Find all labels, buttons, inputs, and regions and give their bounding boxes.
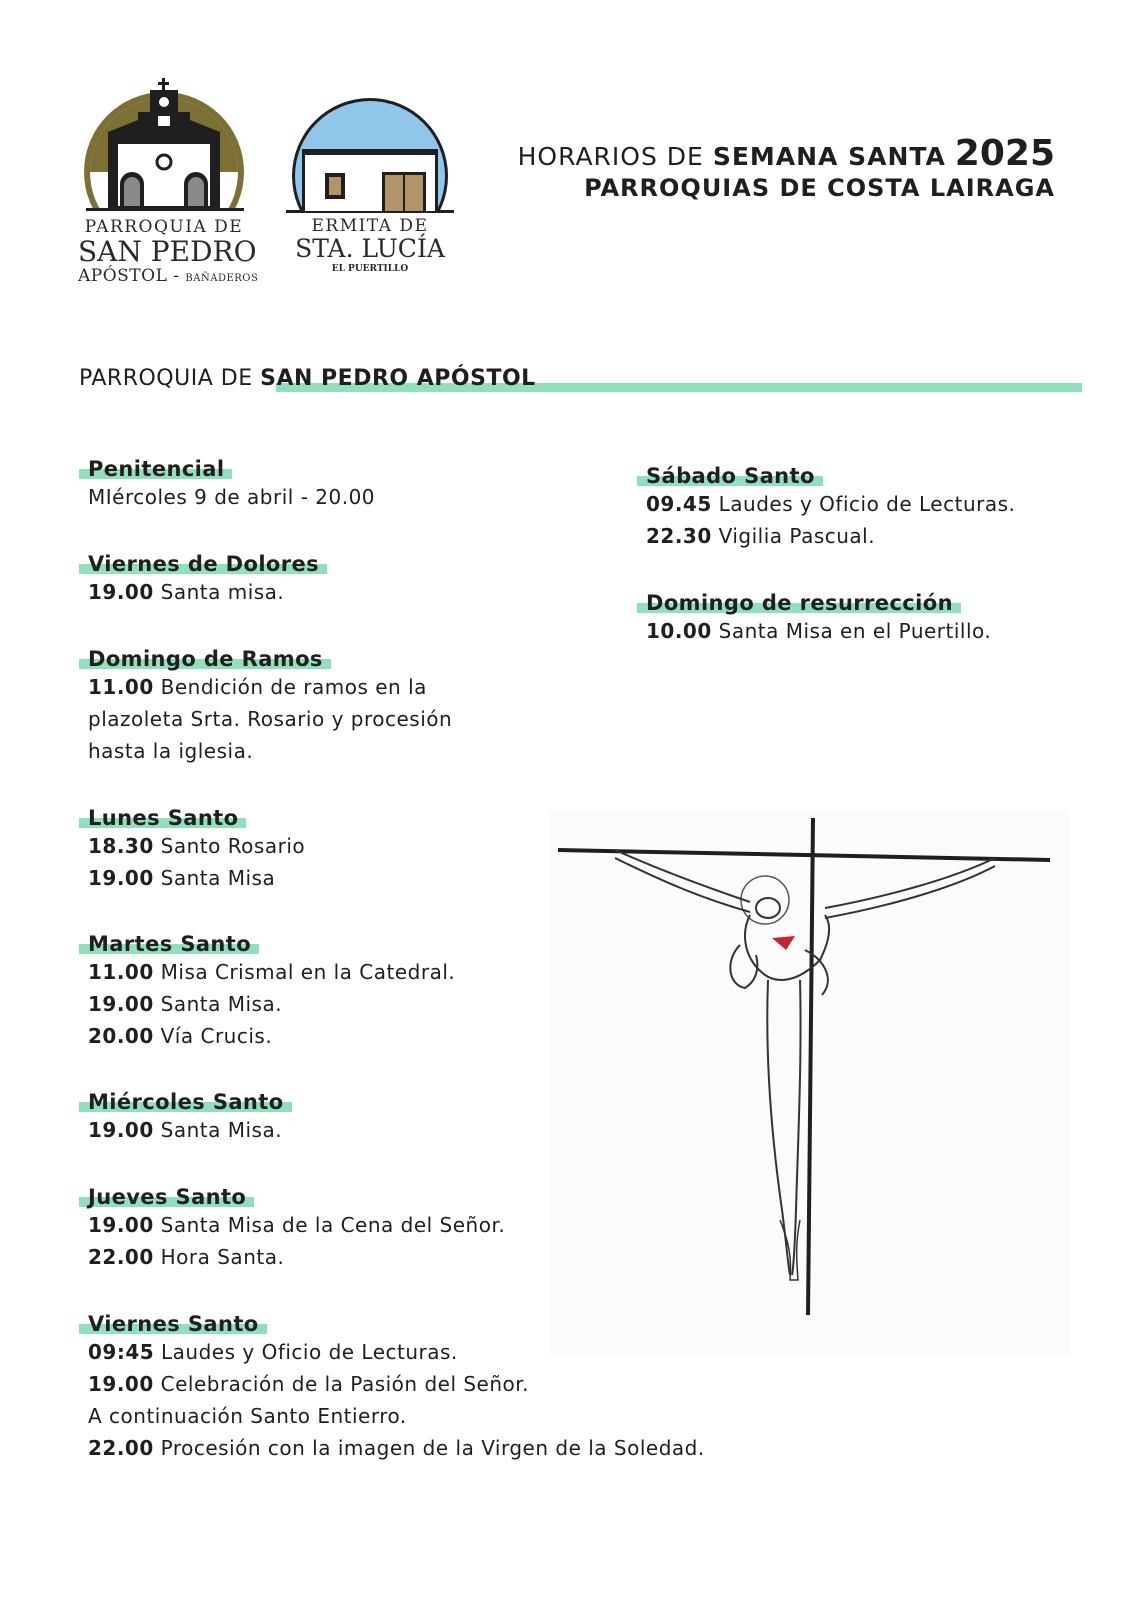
san-pedro-logo-banaderos: BAÑADEROS	[185, 273, 259, 284]
day-heading: Penitencial	[79, 457, 232, 481]
schedule-line: 19.00 Celebración de la Pasión del Señor.	[88, 1372, 530, 1396]
schedule-block-viernes-dolores	[88, 552, 327, 608]
day-heading: Martes Santo	[79, 932, 259, 956]
schedule-block-miercoles-santo	[88, 1090, 292, 1146]
schedule-block-martes-santo	[88, 932, 455, 1052]
san-pedro-logo-line2: SAN PEDRO	[78, 235, 257, 268]
san-pedro-logo	[78, 72, 258, 287]
day-heading: Viernes Santo	[79, 1312, 267, 1336]
santa-lucia-logo-line3: EL PUERTILLO	[331, 264, 409, 274]
day-heading: Viernes de Dolores	[79, 552, 327, 576]
schedule-line: hasta la iglesia.	[88, 739, 254, 763]
san-pedro-logo-apostol: APÓSTOL -	[78, 266, 180, 286]
title-prefix: HORARIOS DE	[517, 142, 704, 171]
schedule-line: A continuación Santo Entierro.	[88, 1404, 407, 1428]
schedule-block-sabado-santo	[646, 464, 1015, 552]
schedule-line: 18.30 Santo Rosario	[88, 834, 306, 858]
schedule-line: 22.30 Vigilia Pascual.	[646, 524, 876, 548]
schedule-block-domingo-ramos	[88, 647, 452, 767]
day-heading: Jueves Santo	[79, 1185, 254, 1209]
crucifix-illustration	[550, 810, 1070, 1355]
day-heading: Sábado Santo	[637, 464, 823, 488]
day-heading: Miércoles Santo	[79, 1090, 292, 1114]
title-line2: PARROQUIAS DE COSTA LAIRAGA	[584, 174, 1055, 202]
schedule-line: 19.00 Santa misa.	[88, 580, 285, 604]
schedule-line: MIércoles 9 de abril - 20.00	[88, 485, 376, 509]
santa-lucia-logo-line2: STA. LUCÍA	[295, 234, 445, 263]
day-heading: Domingo de resurrección	[637, 591, 961, 615]
day-heading: Domingo de Ramos	[79, 647, 331, 671]
schedule-line: 10.00 Santa Misa en el Puertillo.	[646, 619, 992, 643]
schedule-line: 09.45 Laudes y Oficio de Lecturas.	[646, 492, 1016, 516]
day-heading: Lunes Santo	[79, 806, 246, 830]
title-line1	[518, 133, 1055, 174]
san-pedro-logo-line3	[78, 266, 259, 286]
schedule-block-penitencial	[88, 457, 375, 513]
schedule-line: 19.00 Santa Misa de la Cena del Señor.	[88, 1213, 506, 1237]
santa-lucia-logo-line1: ERMITA DE	[311, 216, 429, 236]
page-title	[518, 133, 1055, 202]
schedule-block-viernes-santo	[88, 1312, 705, 1464]
schedule-line: 19.00 Santa Misa.	[88, 992, 283, 1016]
schedule-line: 19.00 Santa Misa	[88, 866, 276, 890]
title-bold: SEMANA SANTA	[712, 142, 946, 171]
schedule-block-lunes-santo	[88, 806, 305, 894]
section-name: SAN PEDRO APÓSTOL	[260, 366, 536, 391]
crucifix-icon	[550, 810, 1070, 1355]
section-prefix: PARROQUIA DE	[79, 366, 253, 391]
santa-lucia-logo	[286, 94, 454, 284]
schedule-line: 19.00 Santa Misa.	[88, 1118, 283, 1142]
hermitage-logo-icon	[286, 94, 454, 219]
schedule-line: 22.00 Procesión con la imagen de la Virgen de la Soledad.	[88, 1436, 705, 1460]
title-year: 2025	[954, 133, 1055, 174]
schedule-block-domingo-resurreccion	[646, 591, 991, 647]
schedule-line: 11.00 Misa Crismal en la Catedral.	[88, 960, 456, 984]
schedule-block-jueves-santo	[88, 1185, 505, 1273]
section-heading	[79, 366, 536, 391]
schedule-line: 09:45 Laudes y Oficio de Lecturas.	[88, 1340, 458, 1364]
church-logo-icon	[78, 72, 258, 222]
schedule-line: plazoleta Srta. Rosario y procesión	[88, 707, 453, 731]
schedule-line: 20.00 Vía Crucis.	[88, 1024, 273, 1048]
san-pedro-logo-line1: PARROQUIA DE	[84, 217, 244, 237]
schedule-line: 22.00 Hora Santa.	[88, 1245, 285, 1269]
schedule-line: 11.00 Bendición de ramos en la	[88, 675, 427, 699]
